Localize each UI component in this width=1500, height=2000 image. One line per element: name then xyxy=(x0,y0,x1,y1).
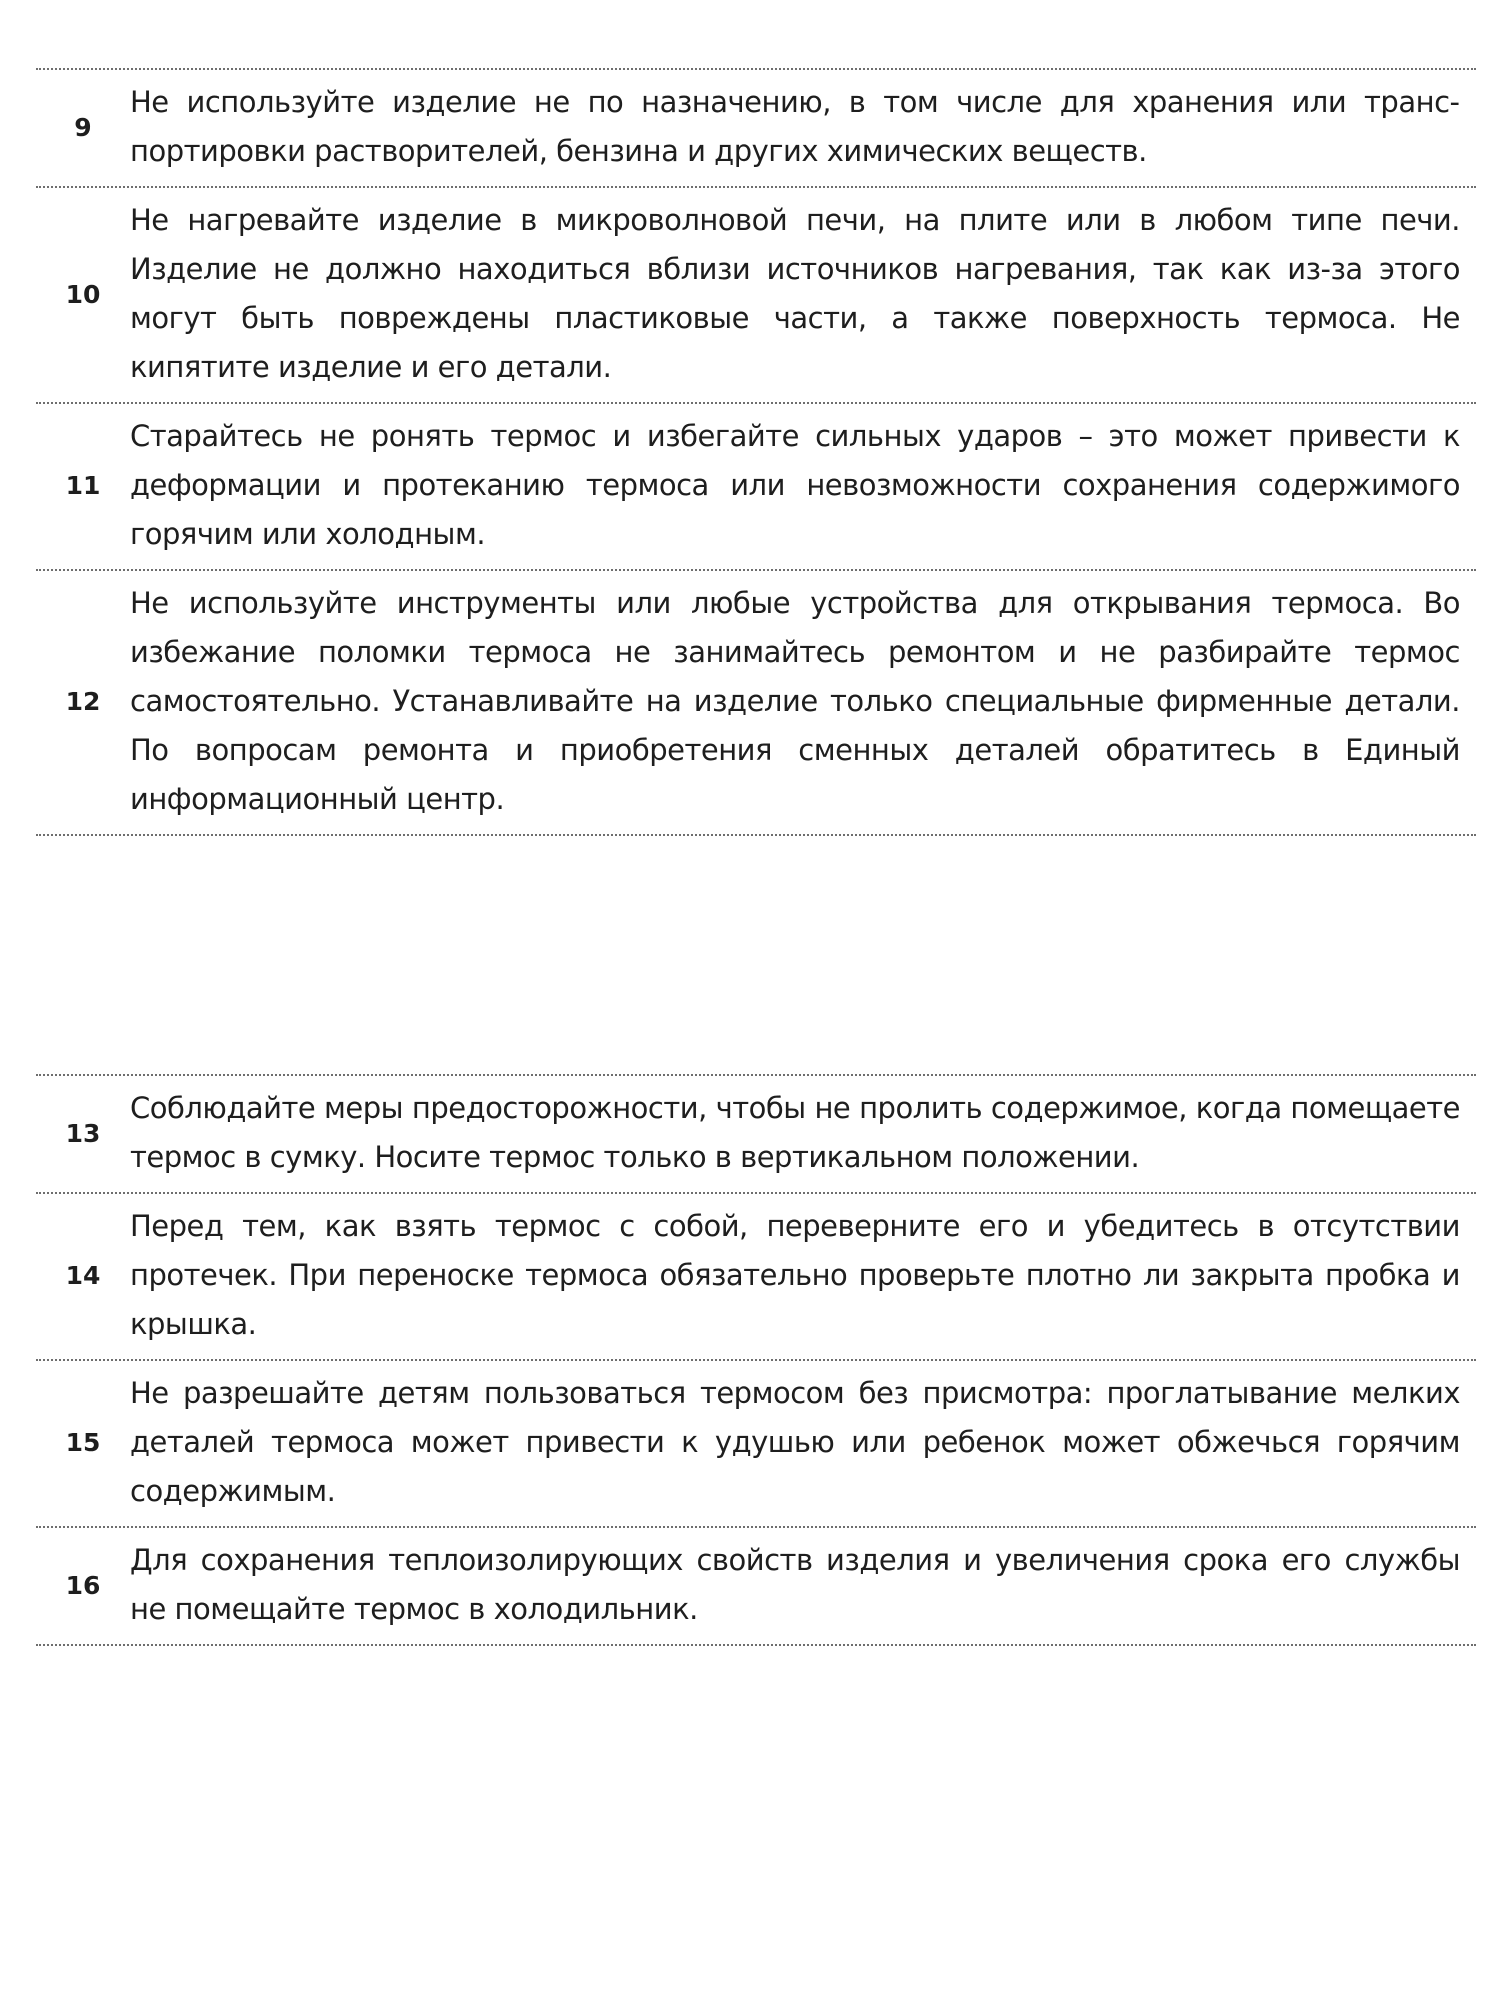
item-text: Не используйте изделие не по назначению, в том числе для хранения или транспортировки растворителей, бензина и других химических веществ. xyxy=(130,85,1460,168)
instructions-list-top xyxy=(36,68,1476,836)
item-text: Не используйте инструменты или любые устройства для открывания термоса. Во избежание поломки термоса не занимайтесь ремонтом и не разбирайте термос самостоятельно. Устанавливайте на изделие только специальные фирменные детали. По вопросам ремонта и приобретения сменных деталей обратитесь в Единый информационный центр. xyxy=(130,586,1460,816)
item-number: 12 xyxy=(65,687,101,716)
dotted-divider xyxy=(36,1644,1476,1646)
instruction-item-11 xyxy=(36,404,1476,569)
item-text: Для сохранения теплоизолирующих свойств изделия и увеличения срока его службы не помещайте термос в холодильник. xyxy=(130,1543,1460,1626)
instruction-item-10 xyxy=(36,188,1476,402)
item-text: Не нагревайте изделие в микроволновой печи, на плите или в любом типе печи. Изделие не должно находиться вблизи источников нагревания, так как из-за этого могут быть повреждены пластиковые части, а также поверхность термоса. Не кипятите изделие и его детали. xyxy=(130,203,1460,384)
instruction-item-15 xyxy=(36,1361,1476,1526)
instruction-item-16 xyxy=(36,1528,1476,1644)
item-number: 10 xyxy=(65,279,101,309)
item-number: 15 xyxy=(65,1428,101,1457)
item-number: 13 xyxy=(65,1118,101,1148)
item-number: 16 xyxy=(65,1570,101,1600)
dotted-divider xyxy=(36,834,1476,836)
item-number: 9 xyxy=(74,112,92,142)
instruction-item-9 xyxy=(36,70,1476,186)
item-text: Перед тем, как взять термос с собой, переверните его и убедитесь в отсутствии протечек. При переноске термоса обязательно проверьте плотно ли закрыта пробка и крышка. xyxy=(130,1209,1460,1341)
instructions-list-bottom xyxy=(36,1074,1476,1646)
item-text: Не разрешайте детям пользоваться термосом без присмотра: проглатывание мелких деталей термоса может привести к удушью или ребенок может обжечься горячим содержимым. xyxy=(130,1376,1460,1508)
item-text: Старайтесь не ронять термос и избегайте сильных ударов – это может привести к деформации и протеканию термоса или невозможности сохранения содержимого горячим или холодным. xyxy=(130,419,1460,551)
item-number: 14 xyxy=(65,1261,101,1290)
instruction-item-14 xyxy=(36,1194,1476,1359)
instruction-item-12 xyxy=(36,571,1476,834)
instruction-item-13 xyxy=(36,1076,1476,1192)
item-text: Соблюдайте меры предосторожности, чтобы не пролить содержимое, когда помещаете термос в сумку. Носите термос только в вертикальном положении. xyxy=(130,1091,1460,1174)
item-number: 11 xyxy=(65,471,101,500)
